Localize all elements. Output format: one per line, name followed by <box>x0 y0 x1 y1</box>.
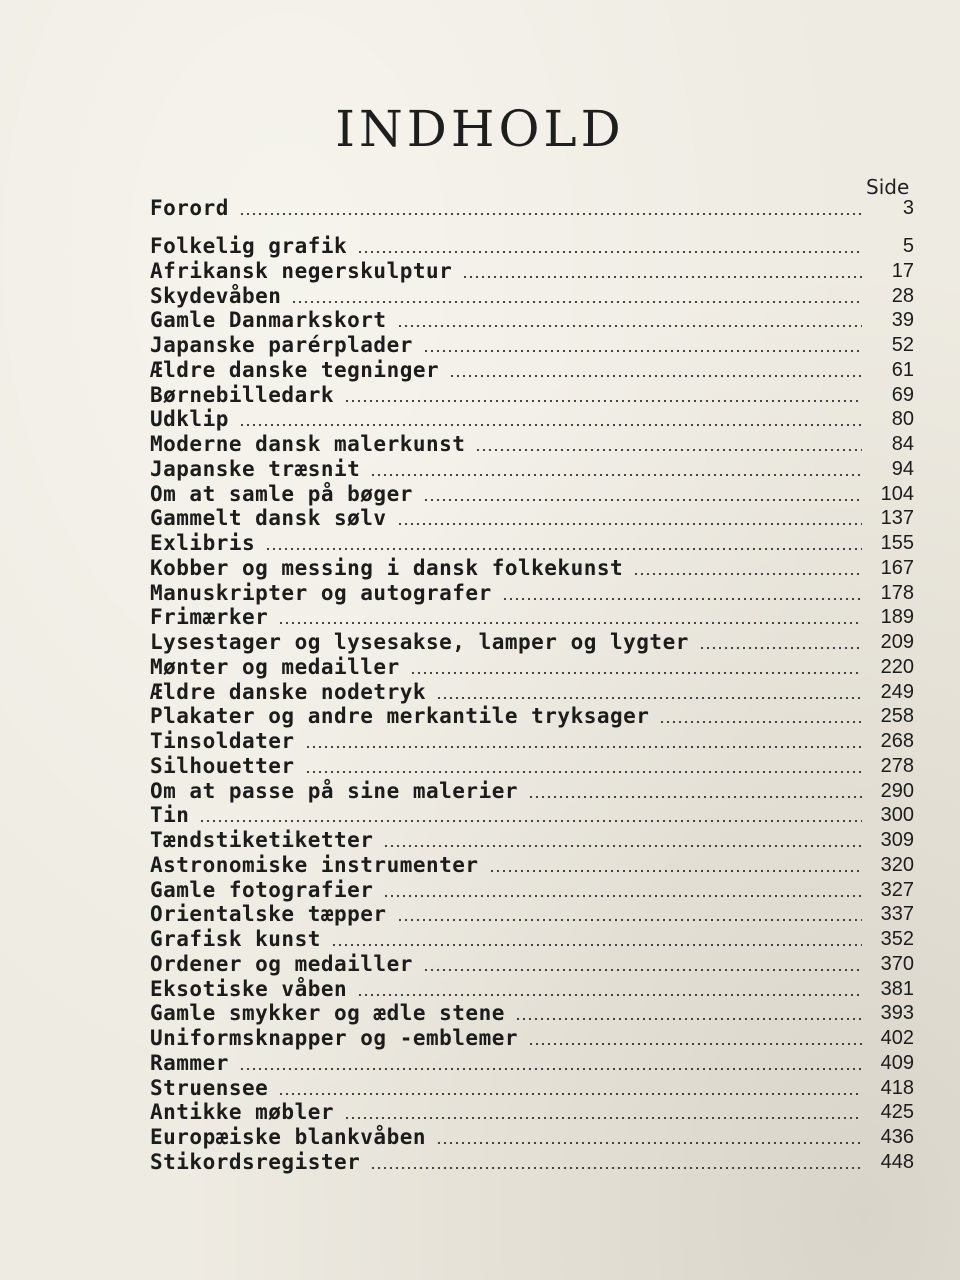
toc-entry-title: Japanske træsnit <box>150 457 361 481</box>
toc-entry-title: Ordener og medailler <box>150 952 413 976</box>
toc-entry-title: Uniformsknapper og -emblemer <box>150 1026 519 1050</box>
dot-leader <box>239 213 862 215</box>
toc-entry-page-number: 94 <box>891 458 914 480</box>
toc-entry-page-number: 425 <box>880 1101 914 1123</box>
toc-entry-page-number: 327 <box>880 879 914 901</box>
toc-entry-title: Ældre danske nodetryk <box>150 680 427 704</box>
toc-entry-page-number: 381 <box>880 978 914 1000</box>
dot-leader <box>397 919 862 921</box>
toc-entry-title: Afrikansk negerskulptur <box>150 259 453 283</box>
toc-entry-page-number: 69 <box>891 384 914 406</box>
toc-entry-title: Folkelig grafik <box>150 234 348 258</box>
toc-entry-title: Grafisk kunst <box>150 927 321 951</box>
toc-entry <box>150 284 914 308</box>
dot-leader <box>410 672 862 674</box>
dot-leader <box>344 1117 862 1119</box>
toc-entry <box>150 506 914 530</box>
toc-entry <box>150 457 914 481</box>
toc-entry <box>150 432 914 456</box>
dot-leader <box>423 499 862 501</box>
toc-entry-page-number: 249 <box>880 681 914 703</box>
toc-entry-title: Tin <box>150 803 190 827</box>
toc-entry <box>150 902 914 926</box>
toc-entry-title: Ældre danske tegninger <box>150 358 440 382</box>
toc-entry-page-number: 290 <box>880 780 914 802</box>
dot-leader <box>370 1167 862 1169</box>
toc-entry-title: Orientalske tæpper <box>150 902 387 926</box>
page-column-header: Side <box>866 175 910 199</box>
toc-entry-page-number: 61 <box>891 359 914 381</box>
toc-entry-title: Struensee <box>150 1076 269 1100</box>
dot-leader <box>462 276 862 278</box>
toc-entry-title: Japanske parérplader <box>150 333 413 357</box>
dot-leader <box>199 820 862 822</box>
toc-entry-title: Europæiske blankvåben <box>150 1125 427 1149</box>
toc-entry <box>150 1001 914 1025</box>
toc-entry-page-number: 436 <box>880 1126 914 1148</box>
toc-entry-page-number: 189 <box>880 606 914 628</box>
dot-leader <box>278 622 862 624</box>
dot-leader <box>659 721 862 723</box>
dot-leader <box>699 647 862 649</box>
toc-entry-title: Manuskripter og autografer <box>150 581 492 605</box>
toc-entry-title: Om at samle på bøger <box>150 482 413 506</box>
toc-entry <box>150 630 914 654</box>
toc-entry-title: Rammer <box>150 1051 229 1075</box>
dot-leader <box>449 375 862 377</box>
toc-entry-title: Gamle smykker og ædle stene <box>150 1001 505 1025</box>
dot-leader <box>423 350 862 352</box>
toc-entry-title: Plakater og andre merkantile tryksager <box>150 704 650 728</box>
toc-entry-page-number: 337 <box>880 903 914 925</box>
toc-entry <box>150 655 914 679</box>
toc-entry-page-number: 300 <box>880 804 914 826</box>
page-title: INDHOLD <box>335 100 625 158</box>
toc-entry-page-number: 409 <box>880 1052 914 1074</box>
toc-entry <box>150 407 914 431</box>
dot-leader <box>475 449 862 451</box>
toc-entry-title: Exlibris <box>150 531 256 555</box>
dot-leader <box>489 870 862 872</box>
dot-leader <box>436 697 862 699</box>
toc-entry-title: Udklip <box>150 407 229 431</box>
dot-leader <box>515 1018 862 1020</box>
dot-leader <box>239 424 862 426</box>
dot-leader <box>383 895 862 897</box>
toc-entry <box>150 754 914 778</box>
toc-entry <box>150 259 914 283</box>
toc-entry <box>150 680 914 704</box>
toc-entry <box>150 1125 914 1149</box>
toc-entry-page-number: 28 <box>891 285 914 307</box>
dot-leader <box>357 251 862 253</box>
toc-entry <box>150 358 914 382</box>
toc-entry <box>150 333 914 357</box>
toc-entry-page-number: 52 <box>891 334 914 356</box>
toc-entry <box>150 1051 914 1075</box>
dot-leader <box>278 1093 862 1095</box>
toc-entry-page-number: 17 <box>891 260 914 282</box>
toc-entry <box>150 482 914 506</box>
toc-entry-page-number: 268 <box>880 730 914 752</box>
dot-leader <box>528 1043 862 1045</box>
toc-entry <box>150 977 914 1001</box>
toc-entry-title: Frimærker <box>150 605 269 629</box>
toc-entry-title: Kobber og messing i dansk folkekunst <box>150 556 624 580</box>
toc-entry <box>150 531 914 555</box>
toc-entry <box>150 1076 914 1100</box>
toc-entry-page-number: 352 <box>880 928 914 950</box>
toc-entry <box>150 1100 914 1124</box>
toc-entry-title: Moderne dansk malerkunst <box>150 432 466 456</box>
toc-entry <box>150 729 914 753</box>
toc-entry-page-number: 258 <box>880 705 914 727</box>
toc-entry-title: Mønter og medailler <box>150 655 400 679</box>
toc-entry <box>150 556 914 580</box>
toc-entry-title: Forord <box>150 196 229 220</box>
toc-entry <box>150 196 914 220</box>
toc-entry <box>150 952 914 976</box>
toc-entry <box>150 1150 914 1174</box>
toc-entry-page-number: 209 <box>880 631 914 653</box>
toc-entry <box>150 704 914 728</box>
dot-leader <box>397 325 862 327</box>
toc-entry-page-number: 155 <box>880 532 914 554</box>
toc-entry <box>150 853 914 877</box>
toc-entry <box>150 234 914 258</box>
toc-entry-page-number: 370 <box>880 953 914 975</box>
toc-entry <box>150 1026 914 1050</box>
dot-leader <box>357 994 862 996</box>
toc-entry-page-number: 309 <box>880 829 914 851</box>
toc-entry-title: Børnebilledark <box>150 383 335 407</box>
toc-entry-title: Om at passe på sine malerier <box>150 779 519 803</box>
toc-entry-title: Antikke møbler <box>150 1100 335 1124</box>
dot-leader <box>265 548 862 550</box>
toc-entry-page-number: 5 <box>902 235 914 257</box>
toc-entry-title: Gammelt dansk sølv <box>150 506 387 530</box>
toc-entry-title: Gamle fotografier <box>150 878 374 902</box>
toc-entry <box>150 308 914 332</box>
toc-entry <box>150 605 914 629</box>
toc-entry-page-number: 80 <box>891 408 914 430</box>
toc-entry-title: Tinsoldater <box>150 729 295 753</box>
toc-entry-page-number: 393 <box>880 1002 914 1024</box>
toc-entry <box>150 803 914 827</box>
toc-entry-page-number: 402 <box>880 1027 914 1049</box>
dot-leader <box>502 598 862 600</box>
dot-leader <box>331 944 862 946</box>
dot-leader <box>436 1142 862 1144</box>
toc-entry-page-number: 104 <box>880 483 914 505</box>
toc-entry-page-number: 320 <box>880 854 914 876</box>
toc-entry-title: Eksotiske våben <box>150 977 348 1001</box>
dot-leader <box>239 1068 862 1070</box>
toc-entry-page-number: 84 <box>891 433 914 455</box>
toc-entry <box>150 927 914 951</box>
toc-entry-page-number: 3 <box>902 197 914 219</box>
dot-leader <box>370 474 862 476</box>
toc-entry-title: Stikordsregister <box>150 1150 361 1174</box>
toc-entry-title: Gamle Danmarkskort <box>150 308 387 332</box>
toc-entry-page-number: 418 <box>880 1077 914 1099</box>
dot-leader <box>291 301 862 303</box>
dot-leader <box>397 523 862 525</box>
toc-entry-title: Lysestager og lysesakse, lamper og lygter <box>150 630 689 654</box>
toc-entry-page-number: 39 <box>891 309 914 331</box>
dot-leader <box>423 969 862 971</box>
dot-leader <box>305 771 862 773</box>
dot-leader <box>344 400 862 402</box>
toc-entry-title: Tændstiketiketter <box>150 828 374 852</box>
toc-entry-page-number: 167 <box>880 557 914 579</box>
toc-entry-title: Silhouetter <box>150 754 295 778</box>
dot-leader <box>383 845 862 847</box>
toc-entry <box>150 878 914 902</box>
toc-entry-title: Skydevåben <box>150 284 282 308</box>
toc-entry-title: Astronomiske instrumenter <box>150 853 479 877</box>
toc-entry-page-number: 137 <box>880 507 914 529</box>
toc-entry <box>150 581 914 605</box>
dot-leader <box>633 573 862 575</box>
toc-entry-page-number: 448 <box>880 1151 914 1173</box>
toc-entry-page-number: 220 <box>880 656 914 678</box>
toc-entry <box>150 383 914 407</box>
toc-entry-page-number: 278 <box>880 755 914 777</box>
toc-entry-page-number: 178 <box>880 582 914 604</box>
dot-leader <box>528 796 862 798</box>
toc-entry <box>150 779 914 803</box>
toc-entry <box>150 828 914 852</box>
dot-leader <box>305 746 862 748</box>
